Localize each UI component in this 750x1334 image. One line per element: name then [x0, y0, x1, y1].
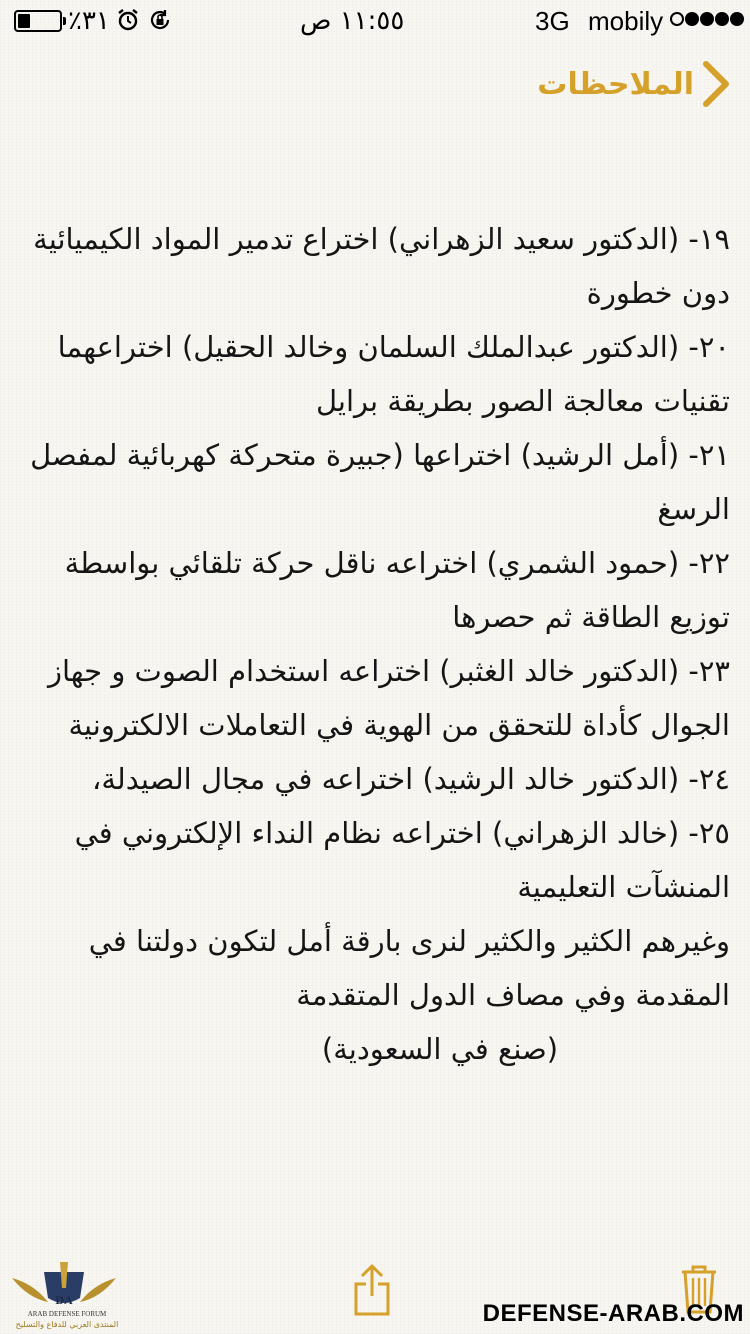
alarm-icon [116, 8, 140, 32]
signal-dot [700, 12, 714, 26]
rotation-lock-icon [148, 8, 172, 32]
battery-icon [14, 10, 62, 32]
signal-dot [685, 12, 699, 26]
network-type: 3G [535, 6, 570, 36]
signal-dot [730, 12, 744, 26]
chevron-right-icon [700, 60, 730, 108]
watermark-site: DEFENSE-ARAB.COM [482, 1300, 744, 1327]
battery-percent: ٪٣١ [68, 6, 110, 36]
signal-dot [670, 12, 684, 26]
status-time: ١١:٥٥ ص [300, 6, 405, 36]
signal-strength-icon [670, 12, 744, 28]
forum-logo-arabic: المنتدى العربي للدفاع والتسليح [15, 1320, 119, 1329]
back-button[interactable] [537, 60, 730, 108]
status-bar [0, 0, 750, 40]
note-line: ١٩- (الدكتور سعيد الزهراني) اختراع تدمير المواد الكيميائية دون خطورة [33, 222, 730, 310]
svg-text:DA: DA [55, 1293, 73, 1307]
note-line: ٢٤- (الدكتور خالد الرشيد) اختراعه في مجال الصيدلة، [91, 762, 730, 796]
share-icon[interactable] [352, 1262, 392, 1318]
note-line: ٢٢- (حمود الشمري) اختراعه ناقل حركة تلقائي بواسطة توزيع الطاقة ثم حصرها [64, 546, 730, 634]
note-closing: (صنع في السعودية) [321, 1032, 559, 1066]
carrier-name: mobily [588, 6, 664, 36]
back-button-label: الملاحظات [537, 66, 694, 102]
note-line: ٢٠- (الدكتور عبدالملك السلمان وخالد الحقيل) اختراعهما تقنيات معالجة الصور بطريقة برايل [57, 330, 730, 418]
signal-dot [715, 12, 729, 26]
note-line: ٢١- (أمل الرشيد) اختراعها (جبيرة متحركة كهربائية لمفصل الرسغ [30, 438, 730, 526]
forum-logo-english: ARAB DEFENSE FORUM [27, 1310, 107, 1318]
note-line: ٢٣- (الدكتور خالد الغثبر) اختراعه استخدام الصوت و جهاز الجوال كأداة للتحقق من الهوية في التعاملات الالكترونية [47, 654, 730, 742]
battery-fill [18, 14, 30, 28]
note-line: ٢٥- (خالد الزهراني) اختراعه نظام النداء الإلكتروني في المنشآت التعليمية [74, 816, 730, 904]
note-body[interactable] [20, 212, 730, 1076]
note-line: وغيرهم الكثير والكثير لنرى بارقة أمل لتكون دولتنا في المقدمة وفي مصاف الدول المتقدمة [88, 924, 730, 1012]
